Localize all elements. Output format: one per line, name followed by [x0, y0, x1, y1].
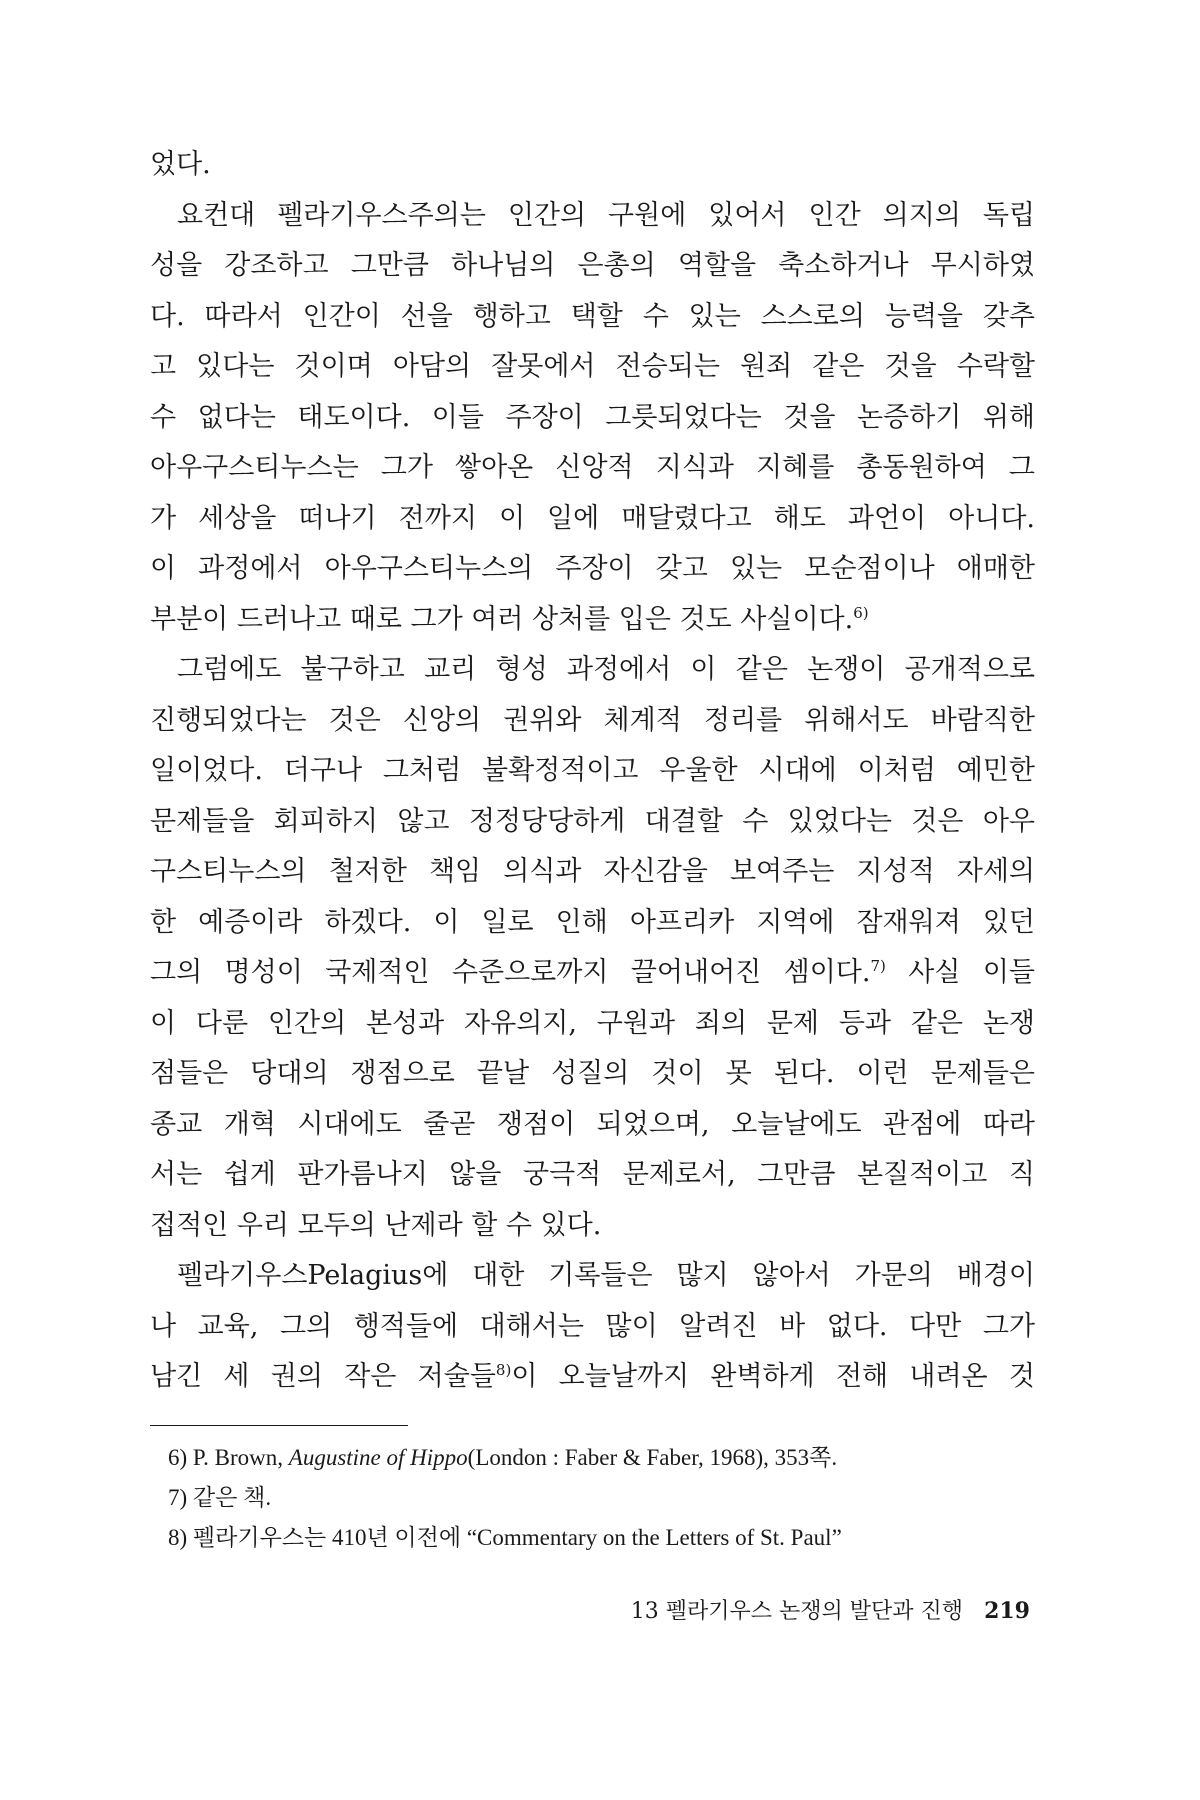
- text-line-content: 구스티누스의 철저한 책임 의식과 자신감을 보여주는 지성적 자세의: [150, 856, 1035, 887]
- text-line-content: 문제들을 회피하지 않고 정정당당하게 대결할 수 있었다는 것은 아우: [150, 805, 1035, 837]
- footnote-6-prefix: 6) P. Brown,: [168, 1445, 289, 1470]
- text-line: [150, 1352, 1035, 1403]
- text-line: [150, 746, 1035, 797]
- footnote-ref: 8): [495, 1361, 512, 1379]
- text-line-content: 서는 쉽게 판가름나지 않을 궁극적 문제로서, 그만큼 본질적이고 직: [150, 1159, 1035, 1190]
- text-line: [150, 241, 1035, 292]
- text-line: [150, 1251, 1035, 1302]
- footnote-6-rest: (London : Faber & Faber, 1968), 353쪽.: [467, 1445, 838, 1470]
- text-line-content: 남긴 세 권의 작은 저술들: [150, 1361, 496, 1392]
- text-line: [150, 393, 1035, 444]
- text-line-content: 한 예증이라 하겠다. 이 일로 인해 아프리카 지역에 잠재워져 있던: [150, 906, 1035, 938]
- footnote-ref: 7): [870, 957, 886, 975]
- text-line: [150, 342, 1035, 393]
- text-line-content: 었다.: [150, 149, 211, 180]
- text-line-content: 가 세상을 떠나기 전까지 이 일에 매달렸다고 해도 과언이 아니다.: [150, 502, 1035, 534]
- text-line-content: 이 과정에서 아우구스티누스의 주장이 갖고 있는 모순점이나 애매한: [150, 553, 1035, 584]
- text-line-continuation: 이 오늘날까지 완벽하게 전해 내려온 것: [511, 1361, 1035, 1392]
- text-line: [150, 797, 1035, 848]
- text-line-content: 이 다룬 인간의 본성과 자유의지, 구원과 죄의 문제 등과 같은 논쟁: [150, 1007, 1035, 1039]
- text-line-continuation: 사실 이들: [885, 957, 1035, 988]
- footnotes: [168, 1438, 1038, 1558]
- text-line-content: 다. 따라서 인간이 선을 행하고 택할 수 있는 스스로의 능력을 갖추: [150, 300, 1035, 332]
- footnote-rule: [150, 1425, 408, 1426]
- text-line-content: 나 교육, 그의 행적들에 대해서는 많이 알려진 바 없다. 다만 그가: [150, 1310, 1035, 1342]
- text-line: [150, 645, 1035, 696]
- footnote-8: 8) 펠라기우스는 410년 이전에 “Commentary on the Letters of St. Paul”: [168, 1525, 842, 1550]
- chapter-number: 13: [630, 1599, 659, 1624]
- text-line: [150, 443, 1035, 494]
- text-line-content: 고 있다는 것이며 아담의 잘못에서 전승되는 원죄 같은 것을 수락할: [150, 351, 1035, 382]
- text-line: [150, 948, 1035, 999]
- text-line: [150, 696, 1035, 747]
- text-line: [150, 1302, 1035, 1353]
- text-line-content: 일이었다. 더구나 그처럼 불확정적이고 우울한 시대에 이처럼 예민한: [150, 755, 1035, 786]
- text-line: [150, 1100, 1035, 1151]
- text-line-content: 접적인 우리 모두의 난제라 할 수 있다.: [150, 1209, 602, 1241]
- text-line: [150, 847, 1035, 898]
- text-line-content: 종교 개혁 시대에도 줄곧 쟁점이 되었으며, 오늘날에도 관점에 따라: [150, 1108, 1035, 1140]
- text-line: [150, 1150, 1035, 1201]
- text-line-content: 그럼에도 불구하고 교리 형성 과정에서 이 같은 논쟁이 공개적으로: [177, 654, 1035, 685]
- footnote-ref: 6): [853, 603, 869, 622]
- text-line: [150, 595, 1035, 646]
- text-line: [150, 494, 1035, 545]
- text-line: [150, 898, 1035, 949]
- text-line: [150, 140, 1035, 191]
- text-line-content: 성을 강조하고 그만큼 하나님의 은총의 역할을 축소하거나 무시하였: [150, 250, 1035, 281]
- text-line-content: 펠라기우스Pelagius에 대한 기록들은 많지 않아서 가문의 배경이: [177, 1260, 1035, 1291]
- body-text: [150, 140, 1035, 1403]
- footnote-7: 7) 같은 책.: [168, 1485, 272, 1510]
- text-line-content: 요컨대 펠라기우스주의는 인간의 구원에 있어서 인간 의지의 독립: [177, 199, 1035, 231]
- text-line-content: 수 없다는 태도이다. 이들 주장이 그릇되었다는 것을 논증하기 위해: [150, 401, 1035, 433]
- text-line-content: 점들은 당대의 쟁점으로 끝날 성질의 것이 못 된다. 이런 문제들은: [150, 1058, 1035, 1089]
- text-line: [150, 1201, 1035, 1252]
- text-line: [150, 999, 1035, 1050]
- text-line: [150, 191, 1035, 242]
- text-line: [150, 292, 1035, 343]
- chapter-title: 펠라기우스 논쟁의 발단과 진행: [665, 1599, 964, 1624]
- text-line-content: 아우구스티누스는 그가 쌓아온 신앙적 지식과 지혜를 총동원하여 그: [150, 452, 1035, 483]
- footnote-6-title: Augustine of Hippo: [288, 1445, 468, 1470]
- text-line-content: 진행되었다는 것은 신앙의 권위와 체계적 정리를 위해서도 바람직한: [150, 704, 1035, 736]
- text-line: [150, 1049, 1035, 1100]
- footnote-6: [168, 1438, 1038, 1478]
- text-line: [150, 544, 1035, 595]
- running-footer: [560, 1594, 1030, 1625]
- text-line-content: 부분이 드러나고 때로 그가 여러 상처를 입은 것도 사실이다.: [150, 603, 854, 635]
- page-number: 219: [984, 1598, 1030, 1624]
- text-line-content: 그의 명성이 국제적인 수준으로까지 끌어내어진 셈이다.: [150, 957, 871, 988]
